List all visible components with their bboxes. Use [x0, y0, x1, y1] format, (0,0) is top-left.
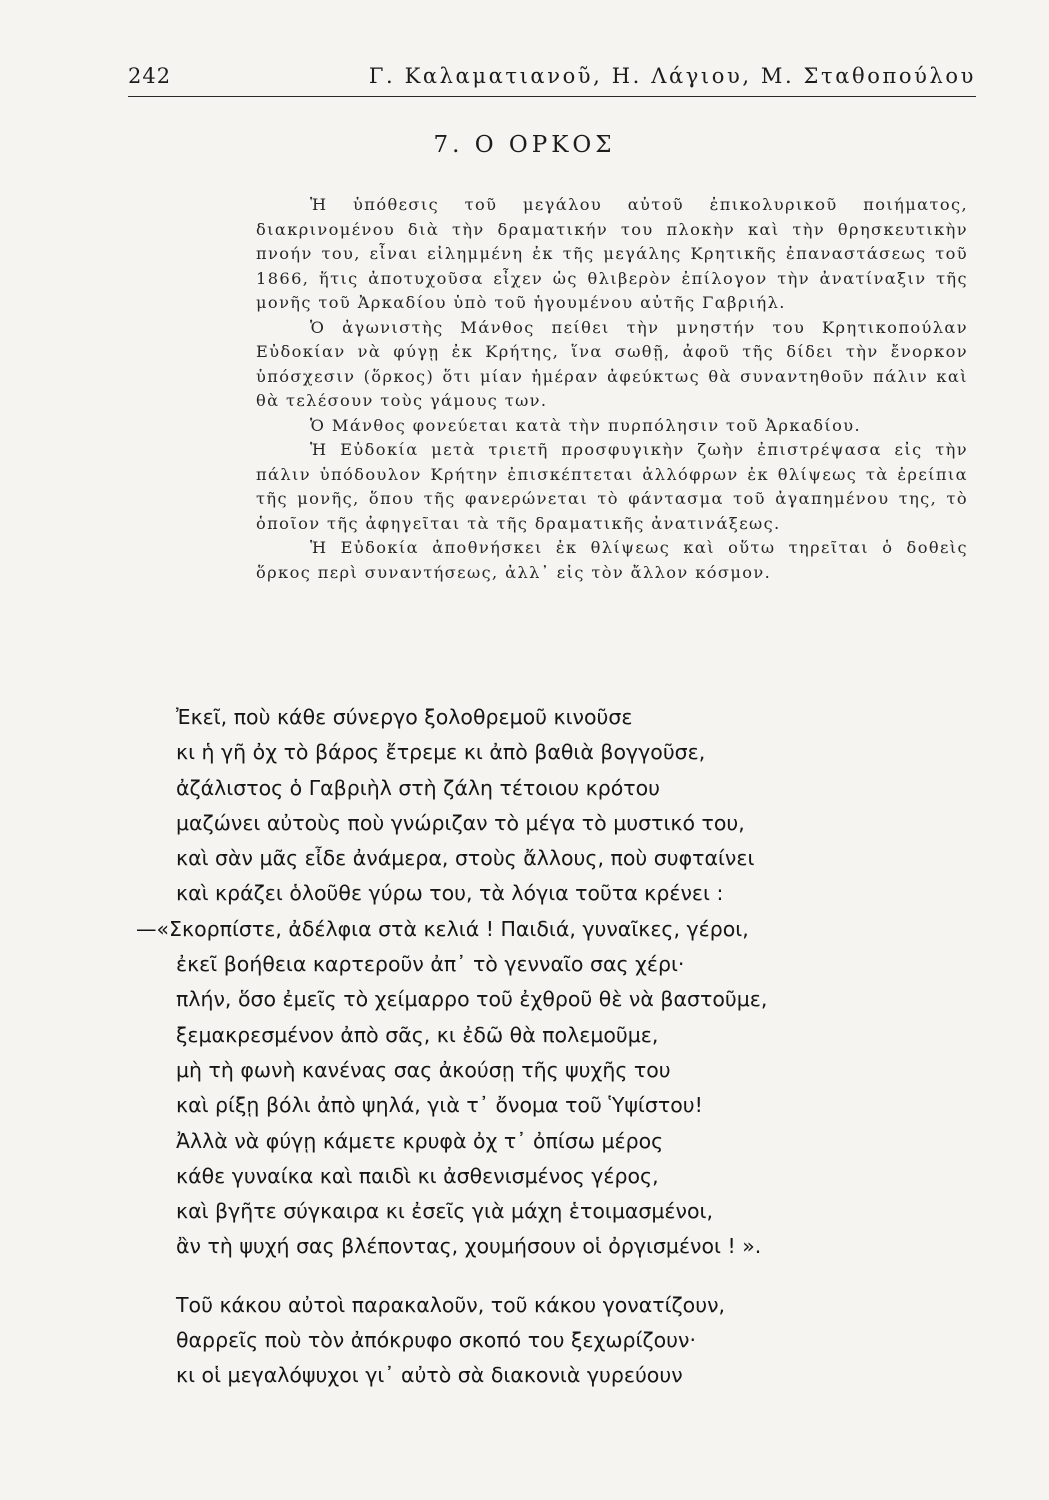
running-header	[128, 60, 976, 97]
poem-line: μαζώνει αὐτοὺς ποὺ γνώριζαν τὸ μέγα τὸ μυστικό του,	[176, 810, 745, 835]
poem-line: Ἀλλὰ νὰ φύγῃ κάμετε κρυφὰ ὀχ τ᾽ ὀπίσω μέρος	[176, 1128, 664, 1153]
poem-line: ἀζάλιστος ὁ Γαβριὴλ στὴ ζάλη τέτοιου κρότου	[176, 775, 661, 800]
summary-paragraph: Ἡ Εὐδοκία ἀποθνήσκει ἐκ θλίψεως καὶ οὕτω τηρεῖται ὁ δοθεὶς ὅρκος περὶ συναντήσεως, ἀλλ᾽ εἰς τὸν ἄλλον κόσμον.	[256, 538, 968, 582]
poem-line: ἐκεῖ βοήθεια καρτεροῦν ἀπ᾽ τὸ γενναῖο σας χέρι·	[176, 952, 685, 977]
poem-line: κι ἡ γῆ ὀχ τὸ βάρος ἔτρεμε κι ἀπὸ βαθιὰ βογγοῦσε,	[176, 740, 706, 765]
poem-line: μὴ τὴ φωνὴ κανένας σας ἀκούσῃ τῆς ψυχῆς του	[176, 1057, 671, 1082]
poem-line: ξεμακρεσμένον ἀπὸ σᾶς, κι ἐδῶ θὰ πολεμοῦμε,	[176, 1022, 659, 1047]
poem-line: καὶ σὰν μᾶς εἶδε ἀνάμερα, στοὺς ἄλλους, ποὺ συφταίνει	[176, 846, 755, 871]
running-title: Γ. Καλαματιανοῦ, Η. Λάγιου, Μ. Σταθοπούλου	[368, 64, 976, 88]
poem-line: κάθε γυναίκα καὶ παιδὶ κι ἀσθενισμένος γέρος,	[176, 1163, 659, 1188]
summary-paragraph: Ἡ Εὐδοκία μετὰ τριετῆ προσφυγικὴν ζωὴν ἐπιστρέψασα εἰς τὴν πάλιν ὑπόδουλον Κρήτην ἐπισκέπτεται ἀλλόφρων ἐκ θλίψεως τὰ ἐρείπια τῆς μονῆς, ὅπου τῆς φανερώνεται τὸ φάντασμα τοῦ ἀγαπημένου της, τὸ ὁποῖον τῆς ἀφηγεῖται τὰ τῆς δραματικῆς ἀνατινάξεως.	[256, 440, 968, 533]
poem-line: Ἐκεῖ, ποὺ κάθε σύνεργο ξολοθρεμοῦ κινοῦσε	[176, 705, 633, 729]
poem-line: καὶ κράζει ὁλοῦθε γύρω του, τὰ λόγια τοῦτα κρένει :	[176, 881, 724, 906]
poem-line: κι οἱ μεγαλόψυχοι γι᾽ αὐτὸ σὰ διακονιὰ γυρεύουν	[176, 1363, 683, 1388]
summary-paragraph: Ὁ ἀγωνιστὴς Μάνθος πείθει τὴν μνηστήν του Κρητικοπούλαν Εὐδοκίαν νὰ φύγῃ ἐκ Κρήτης, ἵνα σωθῇ, ἀφοῦ τῆς δίδει τὴν ἔνορκον ὑπόσχεσιν (ὅρκος) ὅτι μίαν ἡμέραν ἀφεύκτως θὰ συναντηθοῦν πάλιν καὶ θὰ τελέσουν τοὺς γάμους των.	[256, 317, 968, 410]
poem-line: καὶ βγῆτε σύγκαιρα κι ἐσεῖς γιὰ μάχη ἑτοιμασμένοι,	[176, 1199, 713, 1224]
summary-paragraph: Ὁ Μάνθος φονεύεται κατὰ τὴν πυρπόλησιν τοῦ Ἀρκαδίου.	[310, 415, 862, 435]
poem-line: ἂν τὴ ψυχή σας βλέποντας, χουμήσουν οἱ ὀργισμένοι ! ».	[176, 1234, 762, 1259]
summary-text	[256, 193, 968, 585]
poem-line: —«Σκορπίστε, ἀδέλφια στὰ κελιά ! Παιδιά, γυναῖκες, γέροι,	[136, 916, 749, 941]
poem-line: καὶ ρίξῃ βόλι ἀπὸ ψηλά, γιὰ τ᾽ ὄνομα τοῦ Ὑψίστου!	[176, 1093, 703, 1118]
poem	[136, 700, 956, 1394]
poem-line: πλήν, ὅσο ἐμεῖς τὸ χείμαρρο τοῦ ἐχθροῦ θὲ νὰ βαστοῦμε,	[176, 987, 768, 1012]
page-number: 242	[128, 64, 172, 88]
poem-line: Τοῦ κάκου αὐτοὶ παρακαλοῦν, τοῦ κάκου γονατίζουν,	[176, 1292, 726, 1317]
poem-line: θαρρεῖς ποὺ τὸν ἀπόκρυφο σκοπό του ξεχωρίζουν·	[176, 1328, 696, 1353]
summary-paragraph: Ἡ ὑπόθεσις τοῦ μεγάλου αὐτοῦ ἐπικολυρικοῦ ποιήματος, διακρινομένου διὰ τὴν δραματικήν του πλοκὴν καὶ τὴν θρησκευτικὴν πνοήν του, εἶναι εἰλημμένη ἐκ τῆς μεγάλης Κρητικῆς ἐπαναστάσεως τοῦ 1866, ἥτις ἀποτυχοῦσα εἶχεν ὡς θλιβερὸν ἐπίλογον τὴν ἀνατίναξιν τῆς μονῆς τοῦ Ἀρκαδίου ὑπὸ τοῦ ἡγουμένου αὐτῆς Γαβριήλ.	[256, 195, 968, 312]
section-title: 7. Ο ΟΡΚΟΣ	[433, 132, 616, 158]
